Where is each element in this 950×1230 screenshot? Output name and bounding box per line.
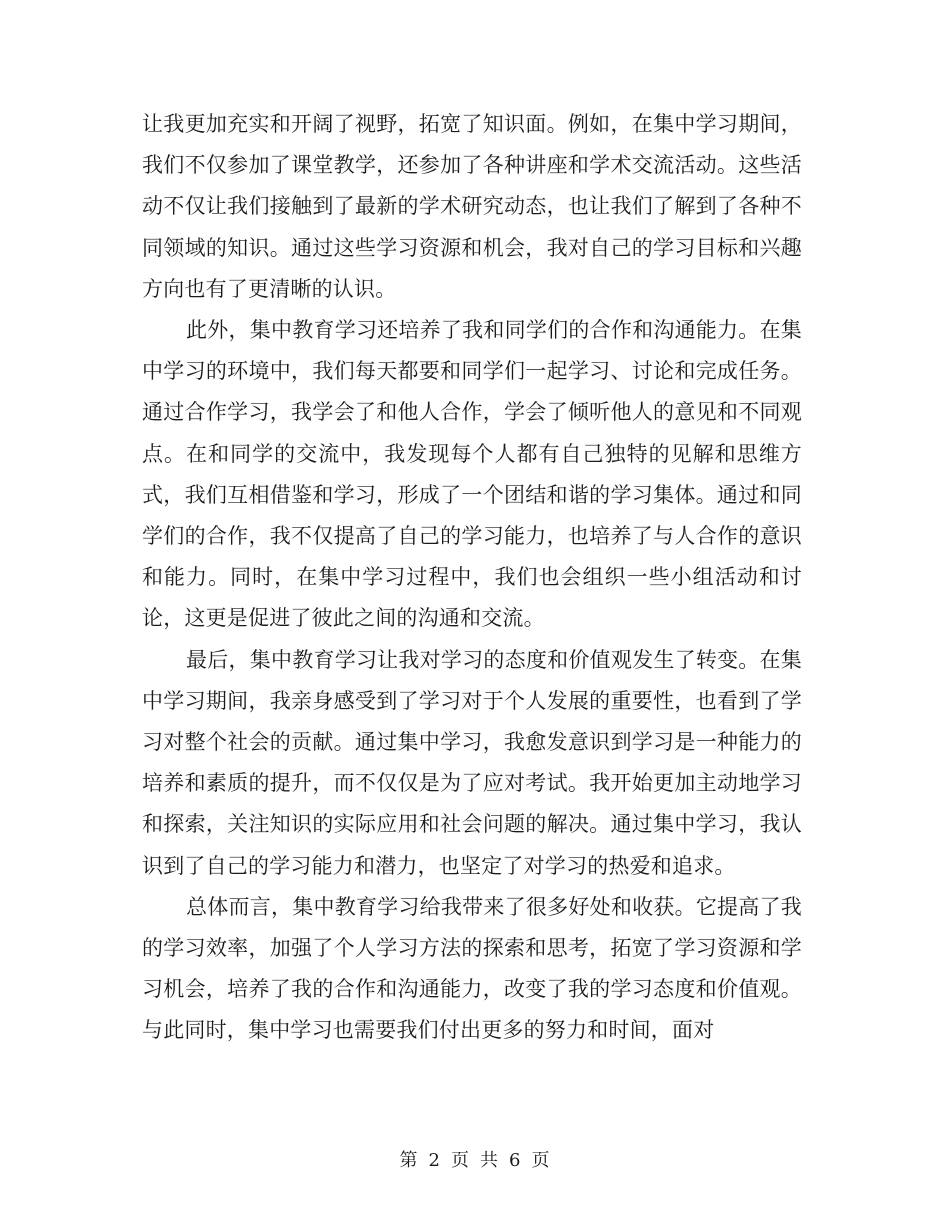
footer-suffix: 页 (531, 1150, 551, 1171)
paragraph-2: 此外，集中教育学习还培养了我和同学们的合作和沟通能力。在集中学习的环境中，我们每天都要和同学们一起学习、讨论和完成任务。通过合作学习，我学会了和他人合作，学会了倾听他人的意见和不同观点。在和同学的交流中，我发现每个人都有自己独特的见解和思维方式，我们互相借鉴和学习，形成了一个团结和谐的学习集体。通过和同学们的合作，我不仅提高了自己的学习能力，也培养了与人合作的意识和能力。同时，在集中学习过程中，我们也会组织一些小组活动和讨论，这更是促进了彼此之间的沟通和交流。 (142, 318, 802, 631)
footer-total-pages: 6 (509, 1150, 522, 1171)
footer-page-word: 页 (451, 1150, 470, 1171)
document-body (142, 104, 802, 1052)
footer-total-word: 共 (480, 1150, 499, 1171)
paragraph-3: 最后，集中教育学习让我对学习的态度和价值观发生了转变。在集中学习期间，我亲身感受到了学习对于个人发展的重要性，也看到了学习对整个社会的贡献。通过集中学习，我愈发意识到学习是一种能力的培养和素质的提升，而不仅仅是为了应对考试。我开始更加主动地学习和探索，关注知识的实际应用和社会问题的解决。通过集中学习，我认识到了自己的学习能力和潜力，也坚定了对学习的热爱和追求。 (142, 647, 802, 878)
footer-current-page: 2 (428, 1150, 441, 1171)
paragraph-4: 总体而言，集中教育学习给我带来了很多好处和收获。它提高了我的学习效率，加强了个人学习方法的探索和思考，拓宽了学习资源和学习机会，培养了我的合作和沟通能力，改变了我的学习态度和价值观。与此同时，集中学习也需要我们付出更多的努力和时间，面对 (142, 894, 802, 1043)
paragraph-1: 让我更加充实和开阔了视野，拓宽了知识面。例如，在集中学习期间，我们不仅参加了课堂教学，还参加了各种讲座和学术交流活动。这些活动不仅让我们接触到了最新的学术研究动态，也让我们了解到了各种不同领域的知识。通过这些学习资源和机会，我对自己的学习目标和兴趣方向也有了更清晰的认识。 (142, 112, 802, 301)
page-number-footer (0, 1146, 950, 1172)
footer-prefix: 第 (399, 1150, 419, 1171)
